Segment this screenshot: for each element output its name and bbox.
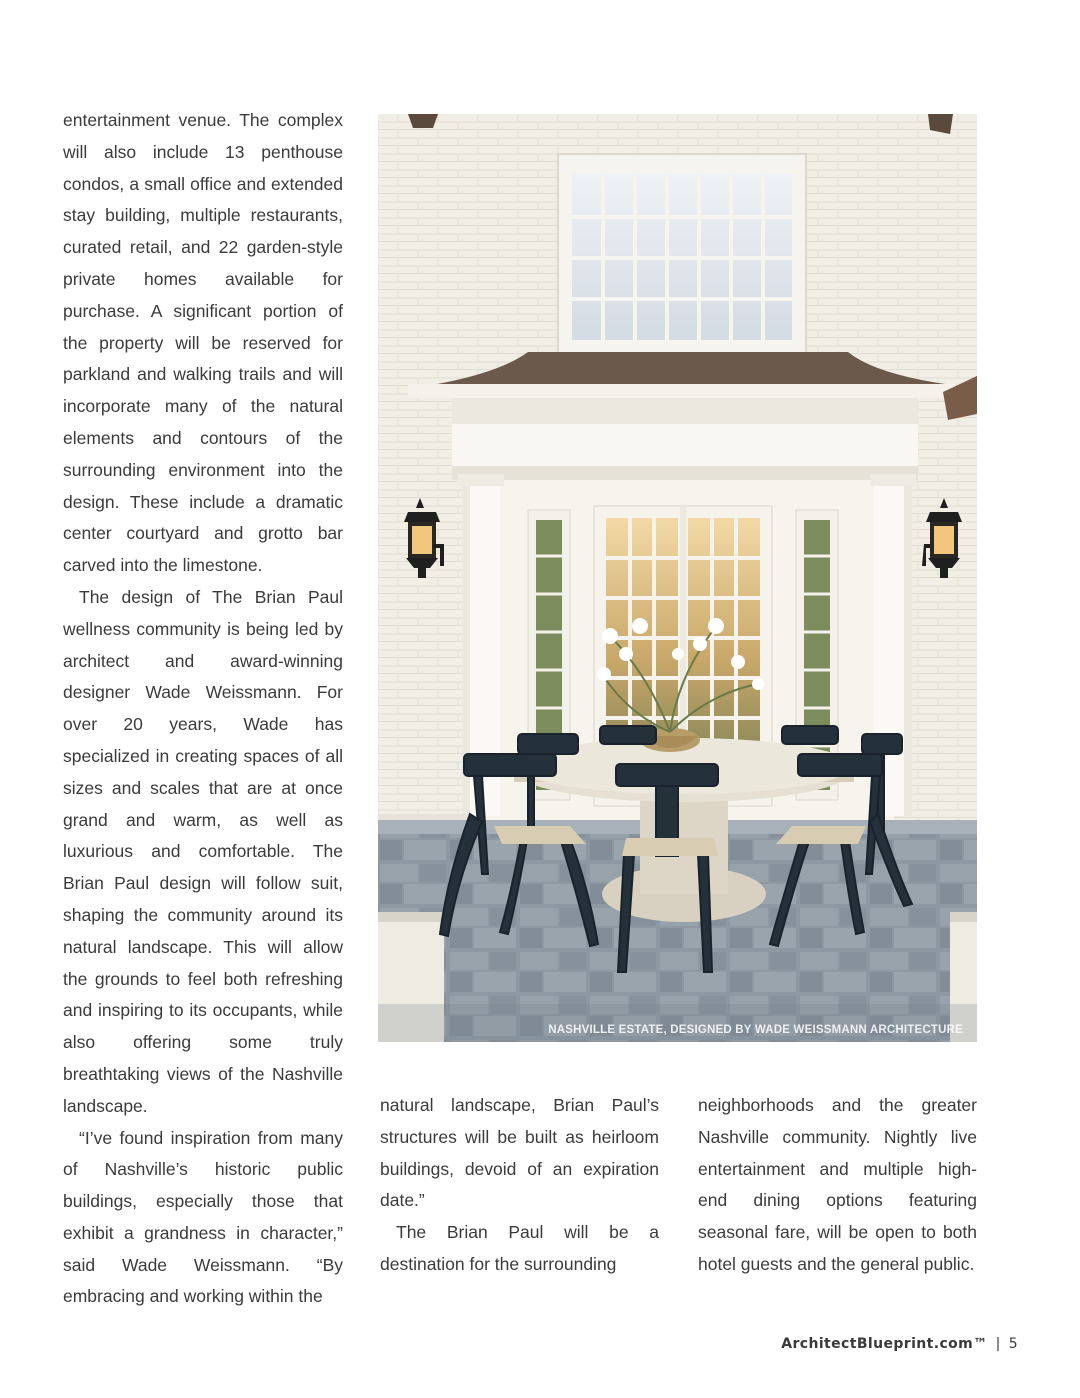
text-column-left xyxy=(63,105,343,1313)
footer-separator: | xyxy=(995,1336,1001,1352)
page-number: 5 xyxy=(1008,1336,1018,1352)
paragraph: entertainment venue. The complex will also include 13 penthouse condos, a small office and extended stay building, multiple restaurants, curated retail, and 22 garden-style private homes available for purchase. A significant portion of the property will be reserved for parkland and walking trails and will incorporate many of the natural elements and contours of the surrounding environment into the design. These include a dramatic center courtyard and grotto bar carved into the limestone. xyxy=(63,110,343,576)
paragraph: “I’ve found inspiration from many of Nashville’s historic public buildings, especially those that exhibit a grandness in character,” said Wade Weissmann. “By embracing and working within the xyxy=(63,1127,343,1307)
paragraph: neighborhoods and the greater Nashville community. Nightly live entertainment and multiple high-end dining options featuring seasonal fare, will be open to both hotel guests and the general public. xyxy=(698,1095,977,1274)
paragraph: natural landscape, Brian Paul’s structures will be built as heirloom buildings, devoid of an expiration date.” xyxy=(380,1095,659,1211)
paragraph: The Brian Paul will be a destination for the surrounding xyxy=(380,1222,659,1274)
footer-site-name: ArchitectBlueprint.com™ xyxy=(781,1336,988,1352)
paragraph: The design of The Brian Paul wellness community is being led by architect and award-winning designer Wade Weissmann. For over 20 years, Wade has specialized in creating spaces of all sizes and scales that are at once grand and warm, as well as luxurious and comfortable. The Brian Paul design will follow suit, shaping the community around its natural landscape. This will allow the grounds to feel both refreshing and inspiring to its occupants, while also offering some truly breathtaking views of the Nashville landscape. xyxy=(63,586,343,1116)
patio-dining-illustration xyxy=(378,114,977,1042)
page-footer xyxy=(781,1336,1018,1352)
text-column-right xyxy=(698,1090,977,1281)
estate-photo xyxy=(378,114,977,1042)
text-column-middle xyxy=(380,1090,659,1281)
photo-caption: NASHVILLE ESTATE, DESIGNED BY WADE WEISSMANN ARCHITECTURE xyxy=(548,1024,963,1036)
